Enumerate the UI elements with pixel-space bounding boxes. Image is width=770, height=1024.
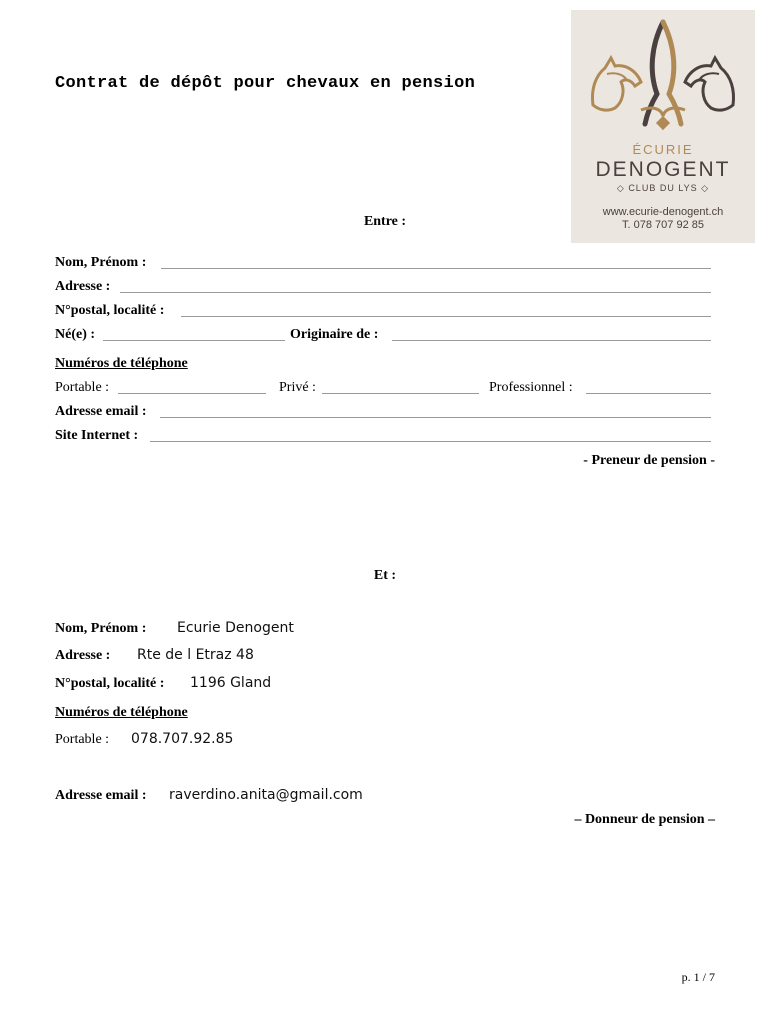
page-number: p. 1 / 7 <box>681 970 715 984</box>
entre-prive-field[interactable] <box>322 393 479 394</box>
et-postal-label: N°postal, localité : <box>55 676 165 691</box>
et-adresse-value: Rte de l Etraz 48 <box>137 647 254 663</box>
logo-name-main: DENOGENT <box>595 158 731 181</box>
document-title: Contrat de dépôt pour chevaux en pension <box>55 74 476 93</box>
et-nom-value: Ecurie Denogent <box>177 620 294 636</box>
entre-postal-field[interactable] <box>181 316 711 317</box>
entre-professionnel-field[interactable] <box>586 393 711 394</box>
et-postal-value: 1196 Gland <box>190 675 272 691</box>
et-portable-label: Portable : <box>55 732 110 747</box>
logo-phone: T. 078 707 92 85 <box>622 219 704 231</box>
entre-professionnel-label: Professionnel : <box>489 380 573 395</box>
et-heading: Et : <box>373 568 397 583</box>
entre-ne-field[interactable] <box>103 340 285 341</box>
entre-phones-heading: Numéros de téléphone <box>55 356 188 371</box>
entre-heading: Entre : <box>363 214 407 229</box>
entre-nom-field[interactable] <box>161 268 711 269</box>
et-email-value: raverdino.anita@gmail.com <box>169 787 363 803</box>
entre-email-field[interactable] <box>160 417 711 418</box>
et-phones-heading: Numéros de téléphone <box>55 705 188 720</box>
entre-site-field[interactable] <box>150 441 711 442</box>
et-email-label: Adresse email : <box>55 788 147 803</box>
et-nom-label: Nom, Prénom : <box>55 621 147 636</box>
logo-subtitle: ◇ CLUB DU LYS ◇ <box>616 183 710 193</box>
et-role: – Donneur de pension – <box>574 812 715 827</box>
entre-originaire-label: Originaire de : <box>290 327 379 342</box>
entre-role: - Preneur de pension - <box>583 453 715 468</box>
entre-nom-label: Nom, Prénom : <box>55 255 147 270</box>
entre-portable-field[interactable] <box>118 393 266 394</box>
entre-prive-label: Privé : <box>279 380 316 395</box>
entre-email-label: Adresse email : <box>55 404 147 419</box>
entre-originaire-field[interactable] <box>392 340 711 341</box>
logo-website: www.ecurie-denogent.ch <box>602 206 724 218</box>
logo-name-top: ÉCURIE <box>632 142 694 157</box>
entre-site-label: Site Internet : <box>55 428 139 443</box>
entre-ne-label: Né(e) : <box>55 327 96 342</box>
et-portable-value: 078.707.92.85 <box>131 731 234 747</box>
entre-adresse-field[interactable] <box>120 292 711 293</box>
entre-postal-label: N°postal, localité : <box>55 303 165 318</box>
horses-fleur-de-lys-icon <box>571 10 755 243</box>
entre-adresse-label: Adresse : <box>55 279 111 294</box>
et-adresse-label: Adresse : <box>55 648 111 663</box>
entre-portable-label: Portable : <box>55 380 110 395</box>
ecurie-denogent-logo <box>571 10 755 243</box>
